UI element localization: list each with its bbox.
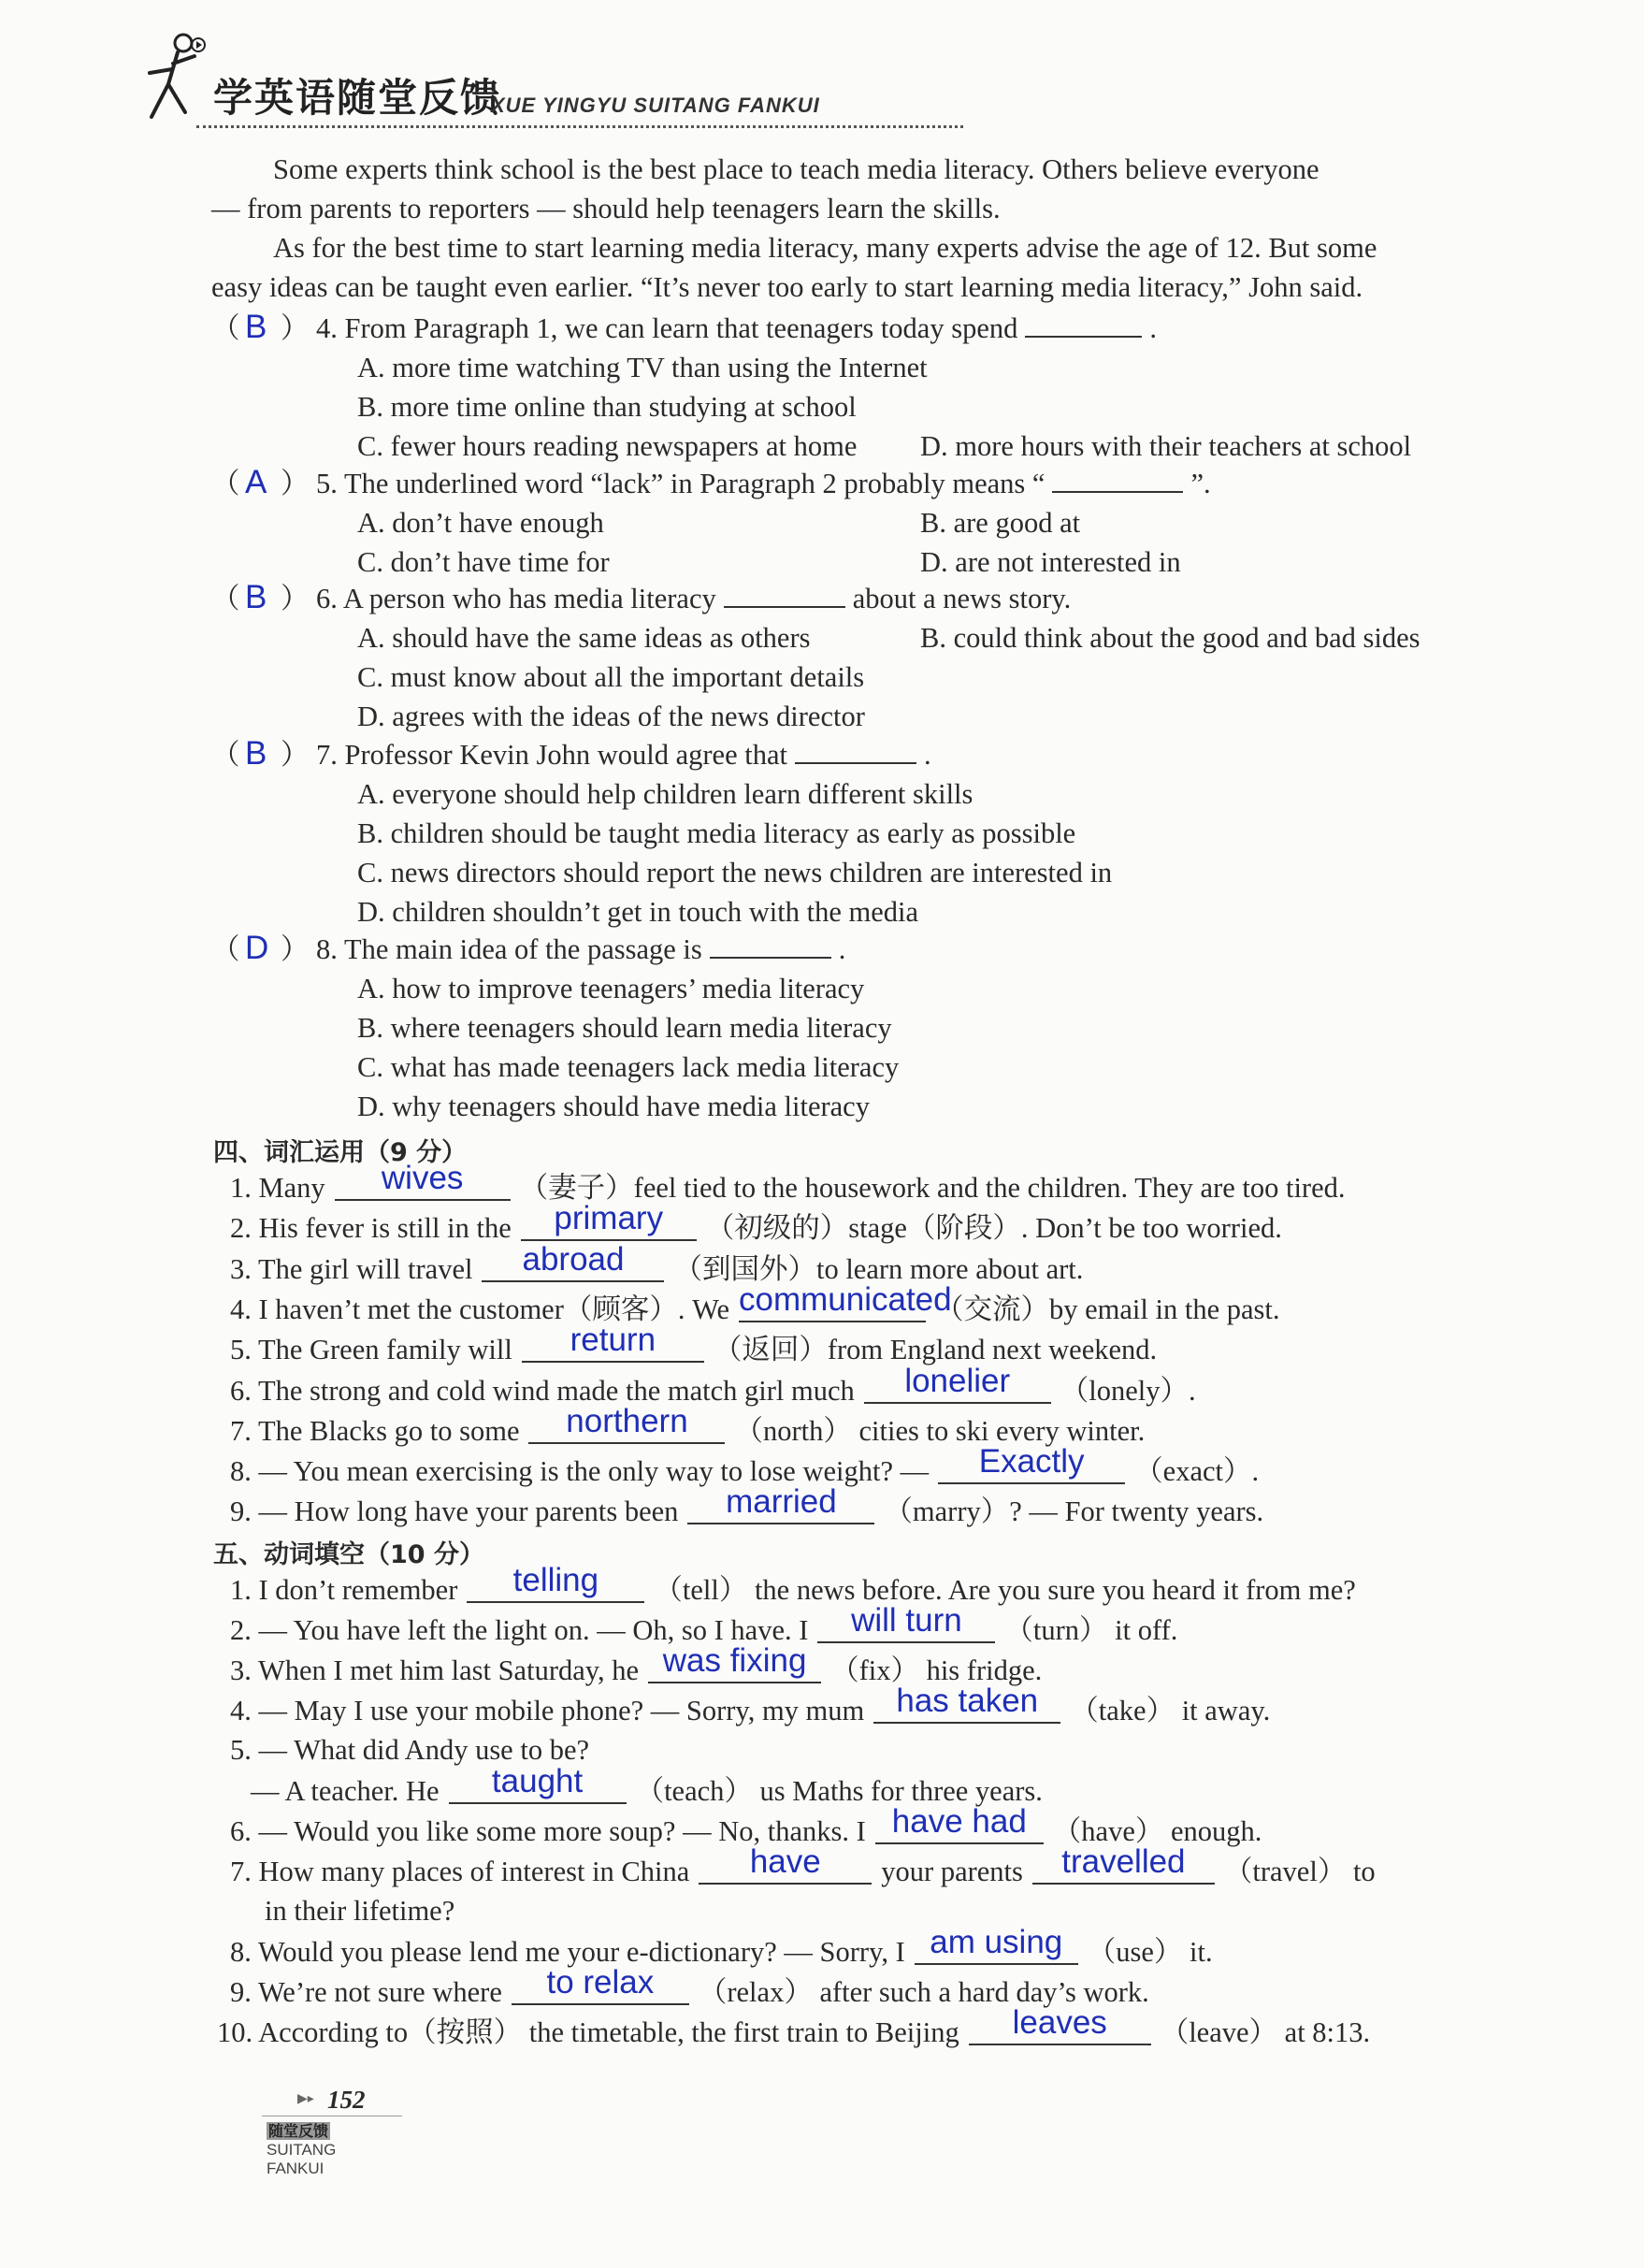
section-title-verbs: 五、动词填空（10 分） xyxy=(213,1540,484,1569)
fill-in-line xyxy=(230,1362,1196,1407)
answer-blank xyxy=(335,1160,511,1201)
line-text-pre: 8. Would you please lend me your e-dictionary? — Sorry, I xyxy=(230,1936,905,1968)
line-text-post: （use） it. xyxy=(1087,1936,1213,1968)
stem-end: . xyxy=(838,933,846,965)
section-title-vocab: 四、词汇运用（9 分） xyxy=(213,1138,468,1167)
answer-option: D. more hours with their teachers at school xyxy=(920,430,1412,462)
line-text-pre: 7. How many places of interest in China xyxy=(230,1856,690,1887)
line-text-post: （返回）from England next weekend. xyxy=(713,1334,1158,1366)
filled-answer: taught xyxy=(491,1763,584,1799)
answer-blank xyxy=(739,1280,952,1322)
header-logo-en: XUE YINGYU SUITANG FANKUI xyxy=(491,94,820,117)
filled-answer: have had xyxy=(891,1803,1027,1840)
fill-in-line xyxy=(230,1803,1262,1847)
answer-blank xyxy=(938,1443,1125,1484)
filled-answer: communicated xyxy=(739,1280,952,1318)
answer-bracket-close: ） xyxy=(281,583,310,614)
stem-text: 6. A person who has media literacy xyxy=(316,583,716,614)
answer-option: B. are good at xyxy=(920,507,1081,539)
answer-blank xyxy=(864,1362,1051,1404)
fill-in-line xyxy=(230,1683,1271,1726)
fill-in-line xyxy=(230,1322,1158,1366)
reading-answer: B xyxy=(245,735,267,772)
answer-option: C. fewer hours reading newspapers at home xyxy=(357,430,858,462)
fill-in-line xyxy=(230,1642,1043,1686)
filled-answer: abroad xyxy=(522,1240,625,1278)
line-text-pre: 9. We’re not sure where xyxy=(230,1976,502,2008)
answer-option: D. are not interested in xyxy=(920,546,1181,578)
answer-option: B. where teenagers should learn media literacy xyxy=(357,1012,892,1044)
line-text-pre: 9. — How long have your parents been xyxy=(230,1495,679,1528)
line-text-pre: 4. I haven’t met the customer（顾客）. We xyxy=(230,1293,729,1325)
answer-blank xyxy=(875,1803,1044,1844)
filled-answer: lonelier xyxy=(904,1362,1011,1399)
answer-blank xyxy=(1052,490,1183,493)
answer-blank xyxy=(873,1683,1060,1724)
line-text-pre: 7. The Blacks go to some xyxy=(230,1414,520,1447)
answer-option: D. agrees with the ideas of the news director xyxy=(357,701,865,732)
line-text-pre: 6. The strong and cold wind made the match girl much xyxy=(230,1374,855,1407)
answer-option: D. children shouldn’t get in touch with the media xyxy=(357,896,919,928)
answer-blank xyxy=(687,1483,874,1524)
line-text-post: （have） enough. xyxy=(1052,1815,1262,1847)
question-stem xyxy=(316,314,1157,343)
filled-answer: married xyxy=(726,1483,837,1521)
filled-answer: leaves xyxy=(1012,2004,1107,2041)
filled-answer: primary xyxy=(554,1200,664,1237)
fill-in-line xyxy=(265,1897,454,1926)
passage-line: — from parents to reporters — should help teenagers learn the skills. xyxy=(211,193,1001,224)
answer-bracket-close: ） xyxy=(281,468,310,499)
line-text-post: （妻子）feel tied to the housework and the children. They are too tired. xyxy=(519,1172,1346,1204)
line-text-post: （fix） his fridge. xyxy=(830,1654,1043,1686)
answer-blank xyxy=(1032,1843,1215,1885)
answer-blank xyxy=(817,1602,995,1643)
stem-text: 8. The main idea of the passage is xyxy=(316,933,702,965)
answer-option: B. more time online than studying at school xyxy=(357,391,857,423)
filled-answer: wives xyxy=(381,1160,464,1196)
answer-bracket-open: （ xyxy=(211,933,240,965)
filled-answer: has taken xyxy=(896,1683,1039,1719)
answer-blank xyxy=(521,1200,697,1241)
reading-answer: B xyxy=(245,309,267,345)
fill-in-line xyxy=(230,1562,1356,1606)
answer-bracket-open: （ xyxy=(211,739,240,771)
fill-in-line xyxy=(217,2004,1371,2048)
passage-line: easy ideas can be taught even earlier. “It’s never too early to start learning media literacy,” John said. xyxy=(211,271,1363,303)
answer-option: C. what has made teenagers lack media literacy xyxy=(357,1051,900,1083)
reading-answer: B xyxy=(245,579,267,615)
passage-line: As for the best time to start learning media literacy, many experts advise the age of 12. But some xyxy=(273,232,1377,264)
line-text-pre: 10. According to（按照） the timetable, the first train to Beijing xyxy=(217,2016,959,2048)
line-text-pre: — A teacher. He xyxy=(251,1775,440,1807)
passage-line: Some experts think school is the best place to teach media literacy. Others believe everyone xyxy=(273,153,1320,185)
answer-option: A. everyone should help children learn different skills xyxy=(357,778,973,810)
line-text-post: （exact）. xyxy=(1134,1455,1260,1488)
answer-bracket-close: ） xyxy=(281,312,310,344)
answer-option: C. must know about all the important details xyxy=(357,661,865,693)
footer-logo-en: SUITANG FANKUI xyxy=(267,2141,337,2177)
fill-in-line xyxy=(230,1160,1346,1204)
page-number: 152 xyxy=(327,2086,366,2114)
line-text-pre: 1. Many xyxy=(230,1172,325,1204)
fill-in-line xyxy=(251,1763,1043,1807)
fill-in-line xyxy=(230,1200,1282,1245)
line-text-post: （marry）? — For twenty years. xyxy=(884,1495,1264,1528)
header-logo-cn: 学英语随堂反馈 xyxy=(213,75,502,121)
line-text-pre: 6. — Would you like some more soup? — No, thanks. I xyxy=(230,1815,866,1847)
footer-logo xyxy=(267,2119,336,2178)
fill-in-line xyxy=(230,1280,1280,1325)
line-text-pre: 1. I don’t remember xyxy=(230,1574,458,1606)
line-text-post: （travel） to xyxy=(1223,1856,1376,1887)
question-stem xyxy=(316,741,931,770)
answer-option: A. how to improve teenagers’ media literacy xyxy=(357,973,865,1004)
answer-blank xyxy=(1025,335,1142,338)
footer-arrow-icon: ▶▸ xyxy=(297,2092,314,2106)
answer-blank xyxy=(482,1240,664,1282)
filled-answer: will turn xyxy=(851,1602,962,1639)
answer-option: C. don’t have time for xyxy=(357,546,610,578)
answer-blank xyxy=(648,1642,821,1683)
fill-in-line xyxy=(230,1843,1376,1887)
line-text-post: （交流）by email in the past. xyxy=(935,1293,1280,1325)
page-header xyxy=(140,28,1506,140)
line-text-post: （relax） after such a hard day’s work. xyxy=(698,1976,1149,2008)
fill-in-line xyxy=(230,1240,1084,1285)
filled-answer: to relax xyxy=(546,1964,655,2001)
line-text-post: （tell） the news before. Are you sure you heard it from me? xyxy=(654,1574,1356,1606)
fill-in-line xyxy=(230,1402,1146,1447)
filled-answer: travelled xyxy=(1061,1843,1186,1880)
answer-blank xyxy=(449,1763,627,1804)
answer-blank xyxy=(699,1843,872,1885)
stem-end: . xyxy=(924,739,931,771)
line-text-post: （初级的）stage（阶段）. Don’t be too worried. xyxy=(705,1212,1282,1245)
answer-option: B. children should be taught media literacy as early as possible xyxy=(357,817,1076,849)
line-text-pre: in their lifetime? xyxy=(265,1895,455,1927)
filled-answer: northern xyxy=(566,1402,688,1439)
answer-blank xyxy=(795,761,916,764)
answer-option: A. don’t have enough xyxy=(357,507,604,539)
line-text-mid: your parents xyxy=(881,1856,1023,1887)
filled-answer: have xyxy=(749,1843,821,1880)
fill-in-line xyxy=(230,1443,1260,1488)
answer-option: C. news directors should report the news children are interested in xyxy=(357,857,1113,888)
filled-answer: return xyxy=(570,1322,656,1359)
line-text-post: （turn） it off. xyxy=(1004,1614,1178,1646)
filled-answer: telling xyxy=(512,1562,599,1598)
answer-option: A. more time watching TV than using the Internet xyxy=(357,352,928,383)
answer-blank xyxy=(528,1402,725,1444)
answer-option: B. could think about the good and bad sides xyxy=(920,622,1420,654)
answer-bracket-close: ） xyxy=(281,739,310,771)
answer-blank xyxy=(522,1322,704,1363)
header-divider xyxy=(196,125,963,128)
answer-option: D. why teenagers should have media literacy xyxy=(357,1091,870,1122)
stem-end: ”. xyxy=(1190,468,1211,499)
answer-blank xyxy=(512,1964,689,2005)
line-text-post: （到国外）to learn more about art. xyxy=(673,1252,1084,1285)
line-text-pre: 3. When I met him last Saturday, he xyxy=(230,1654,640,1686)
answer-blank xyxy=(969,2004,1151,2045)
line-text-pre: 5. The Green family will xyxy=(230,1334,512,1366)
question-stem xyxy=(316,585,1071,614)
answer-blank xyxy=(915,1924,1078,1965)
line-text-pre: 2. — You have left the light on. — Oh, so I have. I xyxy=(230,1614,809,1646)
line-text-pre: 5. — What did Andy use to be? xyxy=(230,1734,590,1766)
filled-answer: was fixing xyxy=(662,1642,807,1679)
line-text-post: （north） cities to ski every winter. xyxy=(734,1414,1146,1447)
answer-bracket-close: ） xyxy=(281,933,310,965)
filled-answer: am using xyxy=(930,1924,1063,1960)
line-text-post: （leave） at 8:13. xyxy=(1160,2016,1371,2048)
reading-answer: A xyxy=(245,464,267,500)
answer-bracket-open: （ xyxy=(211,583,240,614)
filled-answer: Exactly xyxy=(978,1443,1085,1481)
answer-bracket-open: （ xyxy=(211,312,240,344)
footer-logo-cn: 随堂反馈 xyxy=(268,2122,329,2140)
answer-blank xyxy=(724,605,845,608)
fill-in-line xyxy=(230,1483,1264,1528)
fill-in-line xyxy=(230,1736,589,1765)
line-text-post: （lonely）. xyxy=(1060,1374,1196,1407)
stem-end: . xyxy=(1149,312,1158,344)
fill-in-line xyxy=(230,1602,1178,1646)
stem-text: 4. From Paragraph 1, we can learn that teenagers today spend xyxy=(316,312,1018,344)
stem-text: 5. The underlined word “lack” in Paragraph 2 probably means “ xyxy=(316,468,1046,499)
fill-in-line xyxy=(230,1924,1213,1968)
line-text-pre: 8. — You mean exercising is the only way to lose weight? — xyxy=(230,1455,930,1488)
answer-blank xyxy=(467,1562,644,1603)
stem-end: about a news story. xyxy=(852,583,1072,614)
question-stem xyxy=(316,935,845,964)
reading-answer: D xyxy=(245,930,269,966)
line-text-post: （teach） us Maths for three years. xyxy=(635,1775,1043,1807)
answer-option: A. should have the same ideas as others xyxy=(357,622,811,654)
answer-bracket-open: （ xyxy=(211,468,240,499)
line-text-pre: 2. His fever is still in the xyxy=(230,1212,512,1245)
fill-in-line xyxy=(230,1964,1149,2008)
question-stem xyxy=(316,469,1211,498)
stem-text: 7. Professor Kevin John would agree that xyxy=(316,739,787,771)
line-text-pre: 4. — May I use your mobile phone? — Sorry, my mum xyxy=(230,1695,865,1726)
answer-blank xyxy=(710,956,831,959)
line-text-post: （take） it away. xyxy=(1070,1695,1271,1726)
runner-logo-icon xyxy=(140,28,215,136)
line-text-pre: 3. The girl will travel xyxy=(230,1252,473,1285)
